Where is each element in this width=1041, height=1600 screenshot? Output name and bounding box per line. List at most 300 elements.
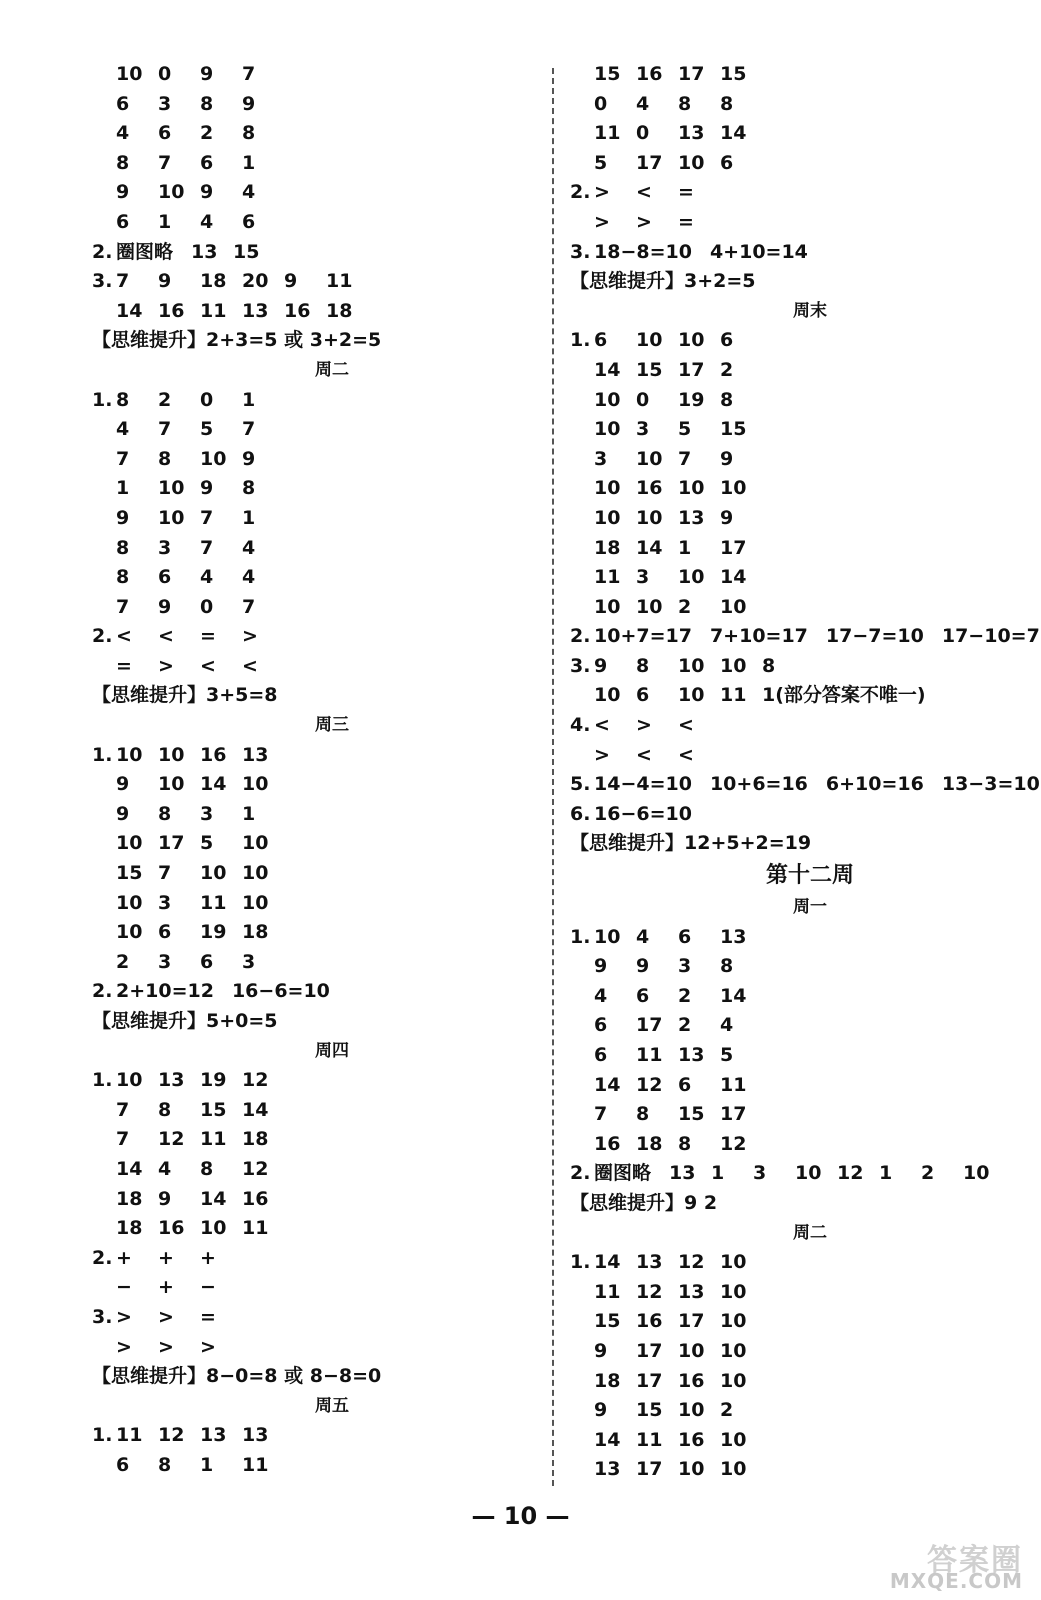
answer-cell: 8	[200, 92, 214, 115]
answer-cell: 13	[158, 1069, 185, 1092]
thinking-boost-line: 【思维提升】12+5+2=19	[570, 832, 812, 855]
answer-cell: >	[594, 210, 610, 233]
answer-cell: 14−4=10	[594, 773, 692, 796]
answer-cell: 4	[242, 181, 256, 204]
answer-cell: 12	[678, 1251, 705, 1274]
answer-cell: <	[116, 625, 132, 648]
answer-cell: 17	[678, 63, 705, 85]
answer-cell: 10	[594, 418, 621, 441]
answer-cell: 17	[636, 1339, 663, 1362]
answer-cell: 15	[594, 63, 621, 85]
answer-cell: >	[158, 1305, 174, 1328]
answer-cell: 7	[200, 506, 214, 529]
answer-cell: 13	[678, 1044, 705, 1066]
section-heading: 周一	[793, 897, 827, 918]
answer-row	[570, 800, 1010, 830]
answer-cell: 9	[720, 506, 734, 529]
answer-row	[92, 948, 532, 978]
answer-cell: 19	[678, 388, 705, 411]
answer-cell: 9	[200, 477, 214, 500]
answer-row	[92, 1451, 532, 1481]
answer-cell: 18	[594, 1369, 621, 1392]
answer-cell: 17	[158, 832, 185, 855]
answer-row	[570, 1011, 1010, 1041]
answer-cell: 10	[720, 477, 747, 500]
answer-cell: 15	[116, 862, 143, 885]
answer-cell: 10	[242, 862, 269, 885]
answer-cell: 7	[200, 536, 214, 559]
answer-cell: 17−7=10	[825, 625, 924, 648]
answer-cell: 11	[242, 1453, 269, 1476]
answer-cell: 17	[636, 151, 663, 174]
answer-cell: =	[200, 625, 216, 648]
answer-cell: 10	[963, 1162, 990, 1185]
answer-cell: 1	[116, 477, 130, 500]
answer-cell: 9	[594, 955, 608, 978]
answer-cell: =	[678, 210, 694, 233]
answer-cell: 10	[242, 891, 269, 914]
answer-cell: 2	[678, 595, 692, 618]
answer-cell: 12	[242, 1069, 269, 1092]
answer-cell: −	[116, 1276, 132, 1299]
answer-cell: 8	[678, 92, 692, 115]
page-number: — 10 —	[471, 1502, 570, 1530]
answer-cell: 8	[762, 654, 776, 677]
answer-cell: 0	[636, 388, 650, 411]
answer-cell: 10	[158, 181, 185, 204]
answer-cell: 10	[720, 1428, 747, 1451]
answer-row	[570, 119, 1010, 149]
answer-cell: 4	[636, 92, 650, 115]
question-number: 1.	[92, 388, 113, 411]
answer-cell: >	[636, 714, 652, 737]
answer-cell: 9	[284, 270, 298, 293]
answer-row	[570, 1307, 1010, 1337]
answer-cell: 13−3=10	[941, 773, 1040, 796]
answer-cell: 3	[242, 950, 256, 973]
answer-cell: 5	[720, 1044, 734, 1066]
answer-cell: 10	[116, 63, 143, 85]
question-number: 3.	[92, 1305, 113, 1328]
answer-cell: 8	[720, 955, 734, 978]
answer-row	[570, 1337, 1010, 1367]
answer-cell: 2	[200, 122, 214, 145]
answer-cell: 10	[158, 773, 185, 796]
answer-cell: 5	[200, 418, 214, 441]
thinking-boost-line: 【思维提升】9 2	[570, 1191, 718, 1214]
answer-row	[570, 711, 1010, 741]
answer-cell: 1	[158, 210, 172, 233]
answer-cell: 1	[242, 506, 256, 529]
answer-row	[92, 238, 532, 268]
answer-cell: 9	[116, 773, 130, 796]
answer-cell: 6	[720, 329, 734, 352]
answer-cell: 2	[678, 1014, 692, 1037]
answer-cell: 6	[594, 329, 608, 352]
answer-row	[570, 1367, 1010, 1397]
answer-cell: 10	[636, 595, 663, 618]
answer-cell: >	[594, 181, 610, 204]
answer-cell: 6	[116, 92, 130, 115]
answer-cell: 14	[720, 984, 747, 1007]
answer-cell: 18−8=10	[594, 240, 692, 263]
answer-row	[92, 534, 532, 564]
answer-row	[92, 1066, 532, 1096]
answer-row	[92, 1096, 532, 1126]
answer-cell: 13	[720, 925, 747, 948]
section-heading: 周五	[315, 1395, 349, 1416]
answer-cell: >	[116, 1305, 132, 1328]
answer-cell: 7	[158, 862, 172, 885]
answer-cell: 9	[200, 181, 214, 204]
watermark-url: MXQE.COM	[889, 1569, 1023, 1593]
answer-cell: 10	[116, 921, 143, 944]
answer-row	[570, 1455, 1010, 1485]
answer-cell: 16	[678, 1369, 705, 1392]
answer-cell: 10	[720, 1280, 747, 1303]
answer-cell: 14	[720, 122, 747, 145]
answer-cell: 9	[116, 181, 130, 204]
answer-cell: 16	[636, 477, 663, 500]
answer-cell: =	[116, 654, 132, 677]
answer-cell: 3	[158, 950, 172, 973]
answer-cell: 17	[636, 1458, 663, 1481]
answer-cell: <	[594, 714, 610, 737]
answer-row	[92, 859, 532, 889]
answer-cell: 13	[678, 122, 705, 145]
answer-cell: 8	[720, 388, 734, 411]
answer-cell: 圈图略	[116, 240, 174, 263]
answer-cell: 6	[116, 1453, 130, 1476]
answer-cell: 14	[636, 536, 663, 559]
answer-cell: 6	[678, 925, 692, 948]
answer-cell: >	[158, 654, 174, 677]
answer-row	[570, 1041, 1010, 1071]
answer-cell: 15	[233, 240, 260, 263]
answer-cell: 2	[720, 1399, 734, 1422]
answer-cell: 16	[242, 1187, 269, 1210]
answer-row	[570, 1159, 1010, 1189]
question-number: 2.	[92, 240, 113, 263]
answer-cell: 17	[720, 1103, 747, 1126]
question-number: 4.	[570, 714, 591, 737]
answer-cell: 8	[158, 447, 172, 470]
answer-cell: 11	[326, 270, 353, 293]
answer-cell: 10	[678, 1458, 705, 1481]
answer-cell: 8	[242, 477, 256, 500]
answer-row	[92, 1155, 532, 1185]
answer-cell: 9	[116, 802, 130, 825]
answer-cell: 20	[242, 270, 269, 293]
answer-cell: 11	[594, 122, 621, 145]
answer-cell: 10	[158, 477, 185, 500]
answer-row	[92, 652, 532, 682]
answer-cell: 18	[242, 1128, 269, 1151]
answer-cell: 13	[191, 240, 218, 263]
answer-cell: 9	[116, 506, 130, 529]
question-number: 3.	[92, 270, 113, 293]
section-heading: 周末	[793, 300, 827, 321]
answer-row	[570, 1426, 1010, 1456]
answer-cell: 4	[200, 210, 214, 233]
question-number: 2.	[92, 980, 113, 1003]
answer-cell: 9	[158, 270, 172, 293]
answer-row	[570, 681, 1010, 711]
answer-cell: 14	[200, 1187, 227, 1210]
thinking-boost-line: 【思维提升】5+0=5	[92, 1010, 278, 1032]
answer-cell: 6	[678, 1073, 692, 1096]
answer-row	[570, 386, 1010, 416]
answer-cell: 7	[116, 595, 130, 618]
answer-cell: 7	[158, 151, 172, 174]
answer-cell: 8	[116, 151, 130, 174]
answer-cell: 16−6=10	[594, 802, 692, 825]
answer-cell: 10	[678, 684, 705, 707]
answer-cell: 9	[242, 92, 256, 115]
answer-cell: <	[158, 625, 174, 648]
answer-cell: 18	[594, 536, 621, 559]
answer-cell: 6	[200, 151, 214, 174]
answer-cell: 12	[720, 1132, 747, 1155]
answer-cell: 7	[242, 595, 256, 618]
answer-cell: 11	[200, 1128, 227, 1151]
answer-cell: 9	[594, 1399, 608, 1422]
answer-row	[570, 1130, 1010, 1160]
answer-cell: 4	[158, 1157, 172, 1180]
answer-cell: 4	[116, 418, 130, 441]
answer-cell: 14	[242, 1098, 269, 1121]
watermark-title: 答案圈	[927, 1543, 1023, 1578]
answer-cell: 7	[116, 270, 130, 293]
answer-cell: 10	[116, 743, 143, 766]
right-answer-column	[570, 60, 1040, 1485]
answer-row	[570, 593, 1010, 623]
answer-cell: 6	[116, 210, 130, 233]
answer-cell: 14	[594, 1073, 621, 1096]
answer-cell: 10	[678, 1339, 705, 1362]
answer-cell: >	[636, 210, 652, 233]
answer-cell: <	[636, 743, 652, 766]
answer-cell: 0	[158, 63, 172, 85]
answer-row	[570, 534, 1010, 564]
answer-cell: 10	[678, 1399, 705, 1422]
section-heading: 第十二周	[765, 863, 854, 889]
answer-cell: 13	[636, 1251, 663, 1274]
answer-row	[570, 1100, 1010, 1130]
answer-cell: 10	[594, 506, 621, 529]
answer-cell: 10	[720, 595, 747, 618]
answer-row	[570, 1071, 1010, 1101]
answer-cell: 1(部分答案不唯一)	[762, 684, 926, 707]
answer-row	[92, 60, 532, 90]
answer-cell: 7	[116, 1128, 130, 1151]
answer-cell: 7	[158, 418, 172, 441]
answer-row	[92, 800, 532, 830]
answer-row	[570, 952, 1010, 982]
answer-cell: 18	[242, 921, 269, 944]
answer-cell: 18	[116, 1187, 143, 1210]
answer-cell: 13	[678, 1280, 705, 1303]
question-number: 1.	[570, 925, 591, 948]
answer-cell: >	[158, 1335, 174, 1358]
question-number: 2.	[92, 625, 113, 648]
answer-cell: >	[594, 743, 610, 766]
answer-cell: 15	[678, 1103, 705, 1126]
question-number: 1.	[570, 329, 591, 352]
answer-cell: 19	[200, 1069, 227, 1092]
answer-cell: 16	[284, 299, 311, 322]
answer-cell: 6	[594, 1014, 608, 1037]
answer-row	[570, 445, 1010, 475]
answer-cell: <	[200, 654, 216, 677]
answer-cell: 10	[594, 388, 621, 411]
question-number: 2.	[570, 181, 591, 204]
answer-cell: <	[678, 743, 694, 766]
answer-cell: 14	[200, 773, 227, 796]
answer-cell: 10	[636, 506, 663, 529]
answer-cell: 9	[158, 1187, 172, 1210]
answer-row	[92, 1273, 532, 1303]
answer-row	[570, 622, 1040, 652]
answer-row	[92, 119, 532, 149]
answer-cell: 3	[678, 955, 692, 978]
answer-cell: 16	[594, 1132, 621, 1155]
answer-cell: 13	[678, 506, 705, 529]
answer-cell: 1	[678, 536, 692, 559]
answer-cell: 18	[116, 1217, 143, 1240]
section-heading: 周三	[315, 715, 349, 736]
answer-cell: 8	[636, 1103, 650, 1126]
answer-cell: 17	[636, 1369, 663, 1392]
answer-cell: 3	[158, 891, 172, 914]
left-answer-column	[92, 60, 532, 1481]
answer-cell: 5	[200, 832, 214, 855]
thinking-boost-line: 【思维提升】3+5=8	[92, 684, 278, 707]
answer-cell: 6	[636, 684, 650, 707]
answer-cell: 10	[116, 832, 143, 855]
answer-cell: 3	[158, 92, 172, 115]
answer-row	[570, 1396, 1010, 1426]
answer-cell: 1	[200, 1453, 214, 1476]
answer-cell: 10	[678, 329, 705, 352]
answer-cell: 10	[636, 329, 663, 352]
answer-cell: 10	[795, 1162, 822, 1185]
answer-row	[92, 1185, 532, 1215]
answer-cell: 4	[594, 984, 608, 1007]
answer-cell: 9	[594, 1339, 608, 1362]
answer-cell: 11	[200, 299, 227, 322]
answer-cell: 6	[594, 1044, 608, 1066]
answer-cell: 16	[158, 1217, 185, 1240]
answer-cell: 7	[678, 447, 692, 470]
answer-cell: 4	[116, 122, 130, 145]
answer-row	[92, 622, 532, 652]
answer-cell: <	[242, 654, 258, 677]
answer-row	[570, 238, 1010, 268]
answer-row	[92, 1125, 532, 1155]
answer-cell: 16	[678, 1428, 705, 1451]
answer-cell: 17	[636, 1014, 663, 1037]
answer-cell: 1	[242, 151, 256, 174]
answer-cell: 15	[594, 1310, 621, 1333]
answer-cell: 13	[200, 1424, 227, 1447]
answer-cell: 10	[200, 447, 227, 470]
answer-cell: 11	[720, 1073, 747, 1096]
answer-cell: 9	[594, 654, 608, 677]
answer-cell: 10	[678, 477, 705, 500]
answer-row	[570, 741, 1010, 771]
answer-cell: >	[116, 1335, 132, 1358]
section-heading: 周二	[793, 1222, 827, 1243]
answer-cell: 2+10=12	[116, 980, 214, 1003]
answer-cell: 10	[678, 151, 705, 174]
thinking-boost-line: 【思维提升】8−0=8 或 8−8=0	[92, 1365, 382, 1388]
answer-cell: 16	[158, 299, 185, 322]
answer-cell: 10	[720, 1369, 747, 1392]
answer-cell: >	[200, 1335, 216, 1358]
answer-cell: 10	[200, 1217, 227, 1240]
answer-cell: 14	[594, 1251, 621, 1274]
answer-cell: 4	[636, 925, 650, 948]
answer-cell: 3	[636, 566, 650, 589]
answer-row	[92, 90, 532, 120]
answer-row	[570, 923, 1010, 953]
answer-cell: 1	[711, 1162, 725, 1185]
answer-cell: 1	[242, 388, 256, 411]
answer-row	[92, 563, 532, 593]
answer-row	[570, 178, 1010, 208]
answer-cell: 4+10=14	[709, 240, 808, 263]
answer-row	[92, 1333, 532, 1363]
answer-cell: 15	[720, 418, 747, 441]
answer-cell: 2	[158, 388, 172, 411]
answer-cell: 11	[636, 1044, 663, 1066]
answer-cell: 10	[720, 1310, 747, 1333]
answer-cell: =	[200, 1305, 216, 1328]
answer-row	[570, 149, 1010, 179]
answer-cell: 10	[158, 743, 185, 766]
site-watermark-logo	[843, 1535, 1023, 1593]
answer-cell: +	[116, 1246, 132, 1269]
answer-cell: 4	[242, 536, 256, 559]
answer-cell: 10	[720, 1458, 747, 1481]
answer-cell: 9	[720, 447, 734, 470]
answer-cell: 8	[116, 566, 130, 589]
answer-cell: 2	[720, 358, 734, 381]
answer-cell: 8	[200, 1157, 214, 1180]
answer-cell: 10	[678, 566, 705, 589]
answer-cell: 1	[242, 802, 256, 825]
answer-cell: 14	[116, 1157, 143, 1180]
answer-cell: 10	[116, 1069, 143, 1092]
answer-cell: 3	[636, 418, 650, 441]
answer-cell: 11	[594, 1280, 621, 1303]
answer-cell: 11	[200, 891, 227, 914]
answer-cell: 15	[200, 1098, 227, 1121]
answer-row	[92, 474, 532, 504]
answer-cell: 7	[242, 418, 256, 441]
question-number: 3.	[570, 654, 591, 677]
question-number: 1.	[92, 1424, 113, 1447]
answer-row	[92, 829, 532, 859]
answer-cell: 7	[116, 447, 130, 470]
answer-cell: 7+10=17	[709, 625, 808, 648]
answer-cell: 2	[116, 950, 130, 973]
answer-cell: 5	[594, 151, 608, 174]
answer-cell: 12	[158, 1424, 185, 1447]
answer-cell: 10	[242, 832, 269, 855]
answer-row	[92, 889, 532, 919]
